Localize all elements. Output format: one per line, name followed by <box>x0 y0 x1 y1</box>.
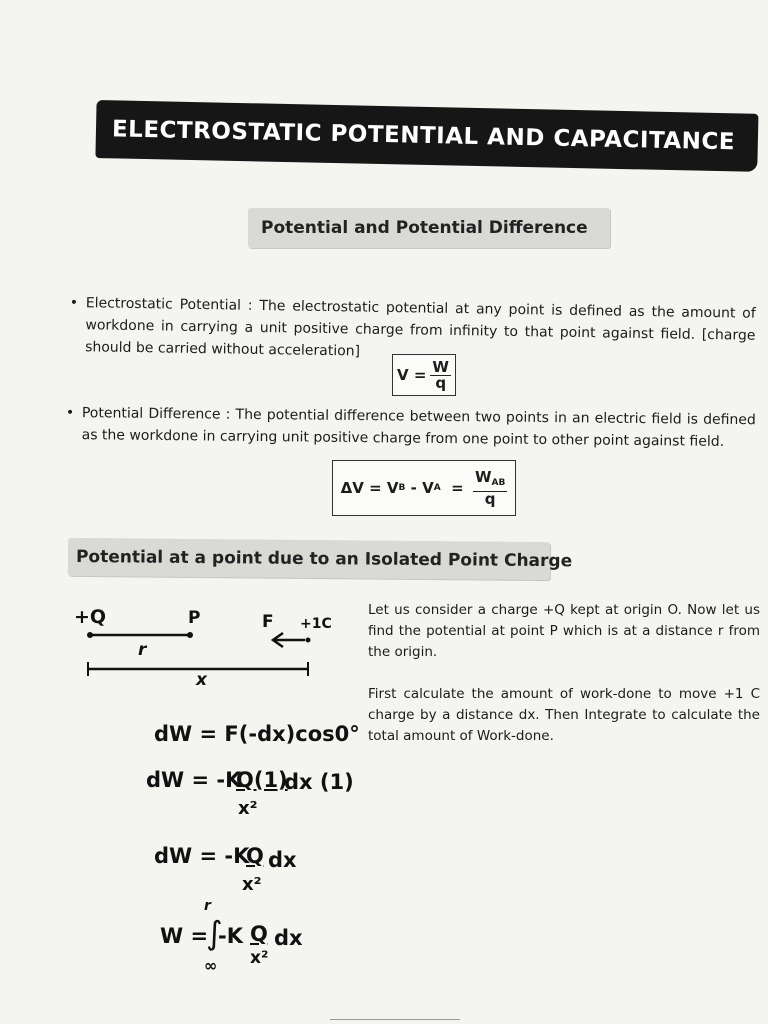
fraction-denominator: q <box>435 373 447 392</box>
fraction <box>430 357 451 392</box>
eq2-lhs: dW = -K <box>146 768 242 792</box>
equals-sign: = <box>369 479 382 497</box>
charge-label: +Q <box>74 606 107 628</box>
vb-symbol: V <box>386 479 399 497</box>
vb-subscript: B <box>398 483 406 493</box>
equation-1: dW = F(-dx)cos0° <box>154 722 360 746</box>
eq2-denominator: x² <box>238 798 258 819</box>
potential-difference-paragraph <box>65 402 756 453</box>
work-fraction <box>473 467 507 508</box>
minus-sign: - <box>410 479 417 497</box>
eq4-upper-limit: r <box>204 898 211 914</box>
eq3-lhs: dW = -K <box>154 844 250 868</box>
delta-v: ΔV <box>340 479 364 497</box>
method-paragraph: First calculate the amount of work-done to move +1 C charge by a distance dx. Then Integrate to calculate the total amount of Work-done. <box>368 686 760 744</box>
eq4-lhs: W = <box>160 924 209 948</box>
footer-divider <box>330 1019 460 1020</box>
r-label: r <box>138 640 147 660</box>
paragraph-text: Potential Difference : The potential difference between two points in an electric field is defined as the workdone in carrying unit positive charge from one point to other point against field. <box>81 405 756 450</box>
x-label: x <box>196 670 207 690</box>
point-label: P <box>188 608 201 628</box>
section-heading-text: Potential at a point due to an Isolated Point Charge <box>75 546 573 572</box>
equals-sign-2: = <box>451 479 464 497</box>
eq3-denominator: x² <box>242 874 262 895</box>
eq4-lower-limit: ∞ <box>204 956 218 975</box>
eq2-rhs: dx (1) <box>284 770 354 794</box>
point-charge-diagram <box>80 600 340 700</box>
point-p <box>187 632 193 638</box>
eq4-denominator: x² <box>250 948 269 968</box>
eq4-numerator: Q <box>250 922 268 946</box>
paragraph-text: Electrostatic Potential : The electrostatic potential at any point is defined as the amount of workdone in carrying a unit positive charge from infinity to that point against field. [charge should be carried without acceleration] <box>85 295 756 360</box>
va-subscript: A <box>433 483 441 493</box>
bullet-dot: • <box>65 404 75 422</box>
equation-2 <box>146 768 354 828</box>
charge-point <box>87 632 93 638</box>
fraction-numerator: W <box>432 357 449 376</box>
title-banner <box>95 100 758 172</box>
test-charge-label: +1C <box>300 616 332 632</box>
page-title: ELECTROSTATIC POTENTIAL AND CAPACITANCE <box>111 116 736 156</box>
eq4-rhs: dx <box>274 926 303 950</box>
equation-4 <box>160 898 340 988</box>
eq2-numerator: Q(1) <box>236 768 288 792</box>
section-heading-text: Potential and Potential Difference <box>261 218 588 238</box>
formula-lhs: V = <box>397 366 427 384</box>
bullet-dot: • <box>69 294 79 312</box>
work-symbol: W <box>474 467 492 486</box>
va-symbol: V <box>422 479 434 497</box>
test-charge-point <box>306 638 311 643</box>
potential-formula-box <box>392 354 456 396</box>
section-heading-point-charge <box>68 538 573 580</box>
force-label: F <box>262 612 274 632</box>
integral-sign: ∫ <box>206 914 223 952</box>
potential-difference-formula-box <box>332 460 516 516</box>
fraction-denominator: q <box>484 489 496 508</box>
work-subscript: AB <box>491 477 506 488</box>
fraction-numerator <box>473 467 507 492</box>
eq4-k: -K <box>218 924 243 948</box>
intro-paragraph: Let us consider a charge +Q kept at origin O. Now let us find the potential at point P which is at a distance r from the origin. <box>368 602 760 660</box>
eq3-rhs: dx <box>268 848 297 872</box>
equation-3 <box>154 844 334 904</box>
eq3-numerator: Q <box>246 844 264 868</box>
section-heading-potential <box>248 208 610 248</box>
